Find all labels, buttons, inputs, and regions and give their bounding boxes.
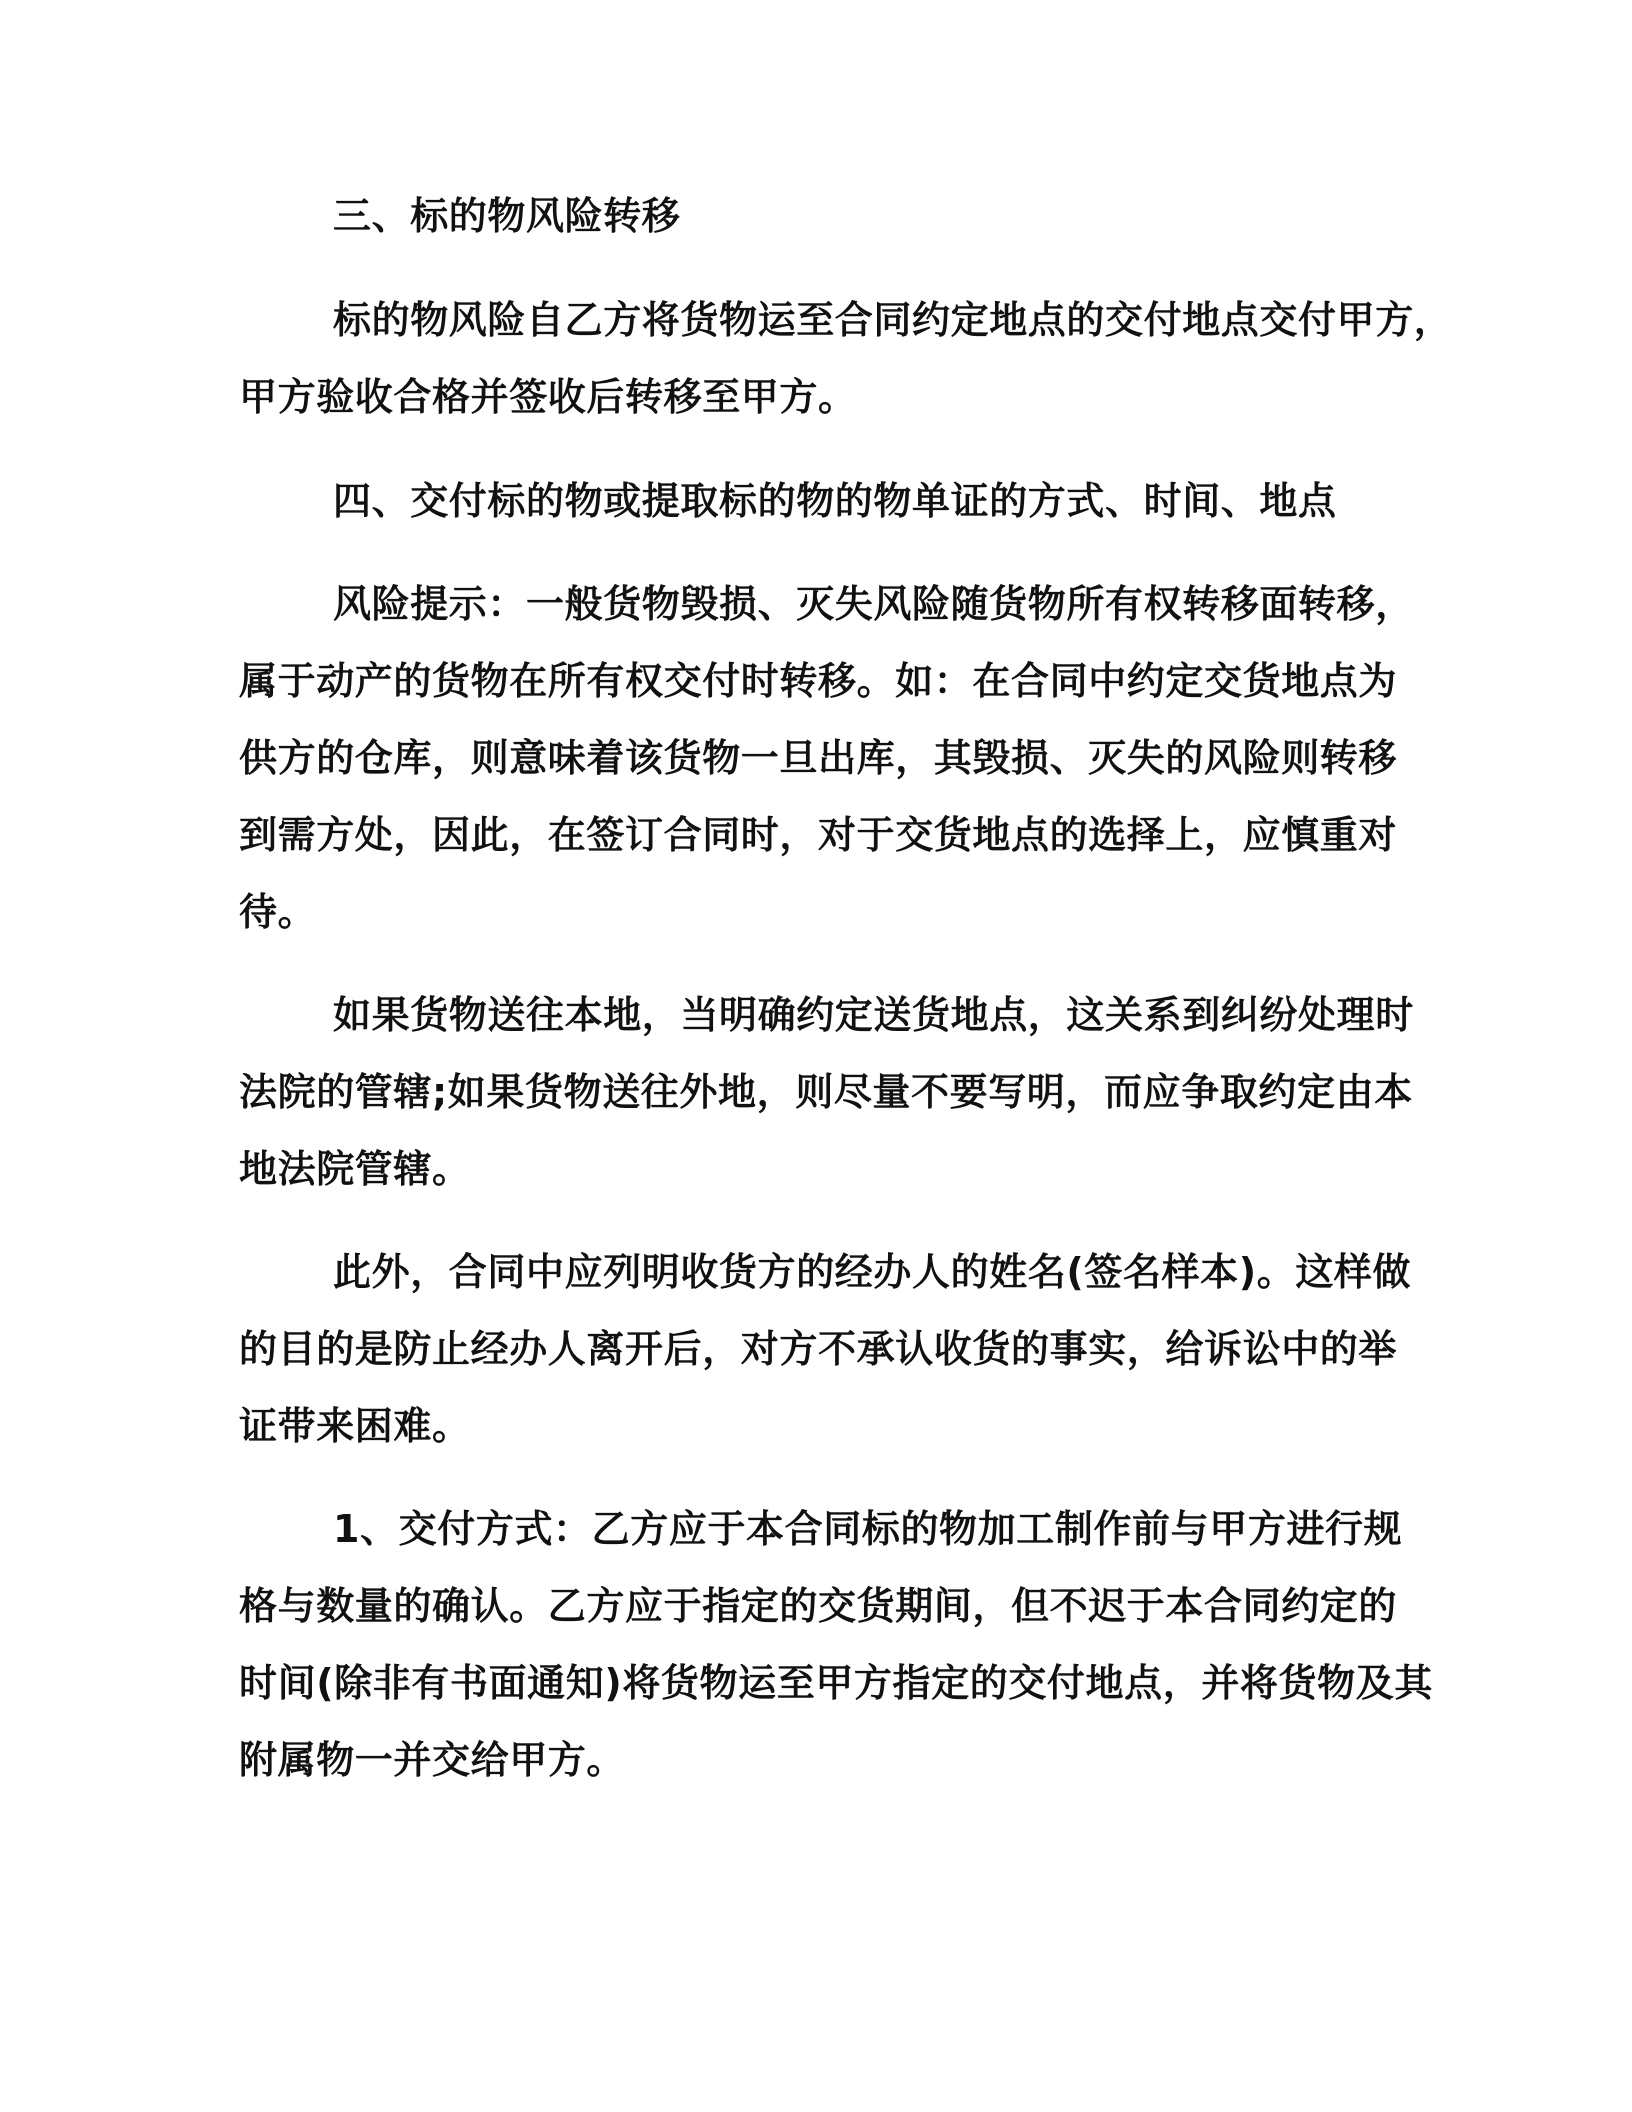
signer-note-line: 证带来困难。 (239, 1404, 471, 1448)
risk-note-line: 风险提示：一般货物毁损、灭失风险随货物所有权转移面转移， (333, 582, 1414, 626)
local-delivery-line: 法院的管辖;如果货物送往外地，则尽量不要写明，而应争取约定由本 (239, 1070, 1413, 1114)
risk-note-line: 供方的仓库，则意味着该货物一旦出库，其毁损、灭失的风险则转移 (239, 736, 1398, 780)
delivery-method-line: 1、交付方式：乙方应于本合同标的物加工制作前与甲方进行规 (333, 1507, 1403, 1551)
signer-note-line: 的目的是防止经办人离开后，对方不承认收货的事实，给诉讼中的举 (239, 1327, 1398, 1371)
local-delivery-line: 如果货物送往本地，当明确约定送货地点，这关系到纠纷处理时 (333, 993, 1414, 1037)
risk-note-line: 待。 (239, 890, 317, 934)
delivery-method-line: 附属物一并交给甲方。 (239, 1738, 626, 1782)
risk-note-line: 到需方处，因此，在签订合同时，对于交货地点的选择上，应慎重对 (239, 813, 1398, 857)
delivery-method-line: 时间(除非有书面通知)将货物运至甲方指定的交付地点，并将货物及其 (239, 1661, 1433, 1705)
section-3-heading: 三、标的物风险转移 (333, 194, 681, 238)
local-delivery-line: 地法院管辖。 (239, 1147, 471, 1191)
section-3-paragraph-line: 标的物风险自乙方将货物运至合同约定地点的交付地点交付甲方， (333, 298, 1453, 342)
section-4-heading: 四、交付标的物或提取标的物的物单证的方式、时间、地点 (333, 479, 1337, 523)
risk-note-line: 属于动产的货物在所有权交付时转移。如：在合同中约定交货地点为 (239, 659, 1398, 703)
signer-note-line: 此外，合同中应列明收货方的经办人的姓名(签名样本)。这样做 (333, 1250, 1412, 1294)
delivery-method-line: 格与数量的确认。乙方应于指定的交货期间，但不迟于本合同约定的 (239, 1584, 1398, 1628)
section-3-paragraph-line: 甲方验收合格并签收后转移至甲方。 (239, 375, 857, 419)
